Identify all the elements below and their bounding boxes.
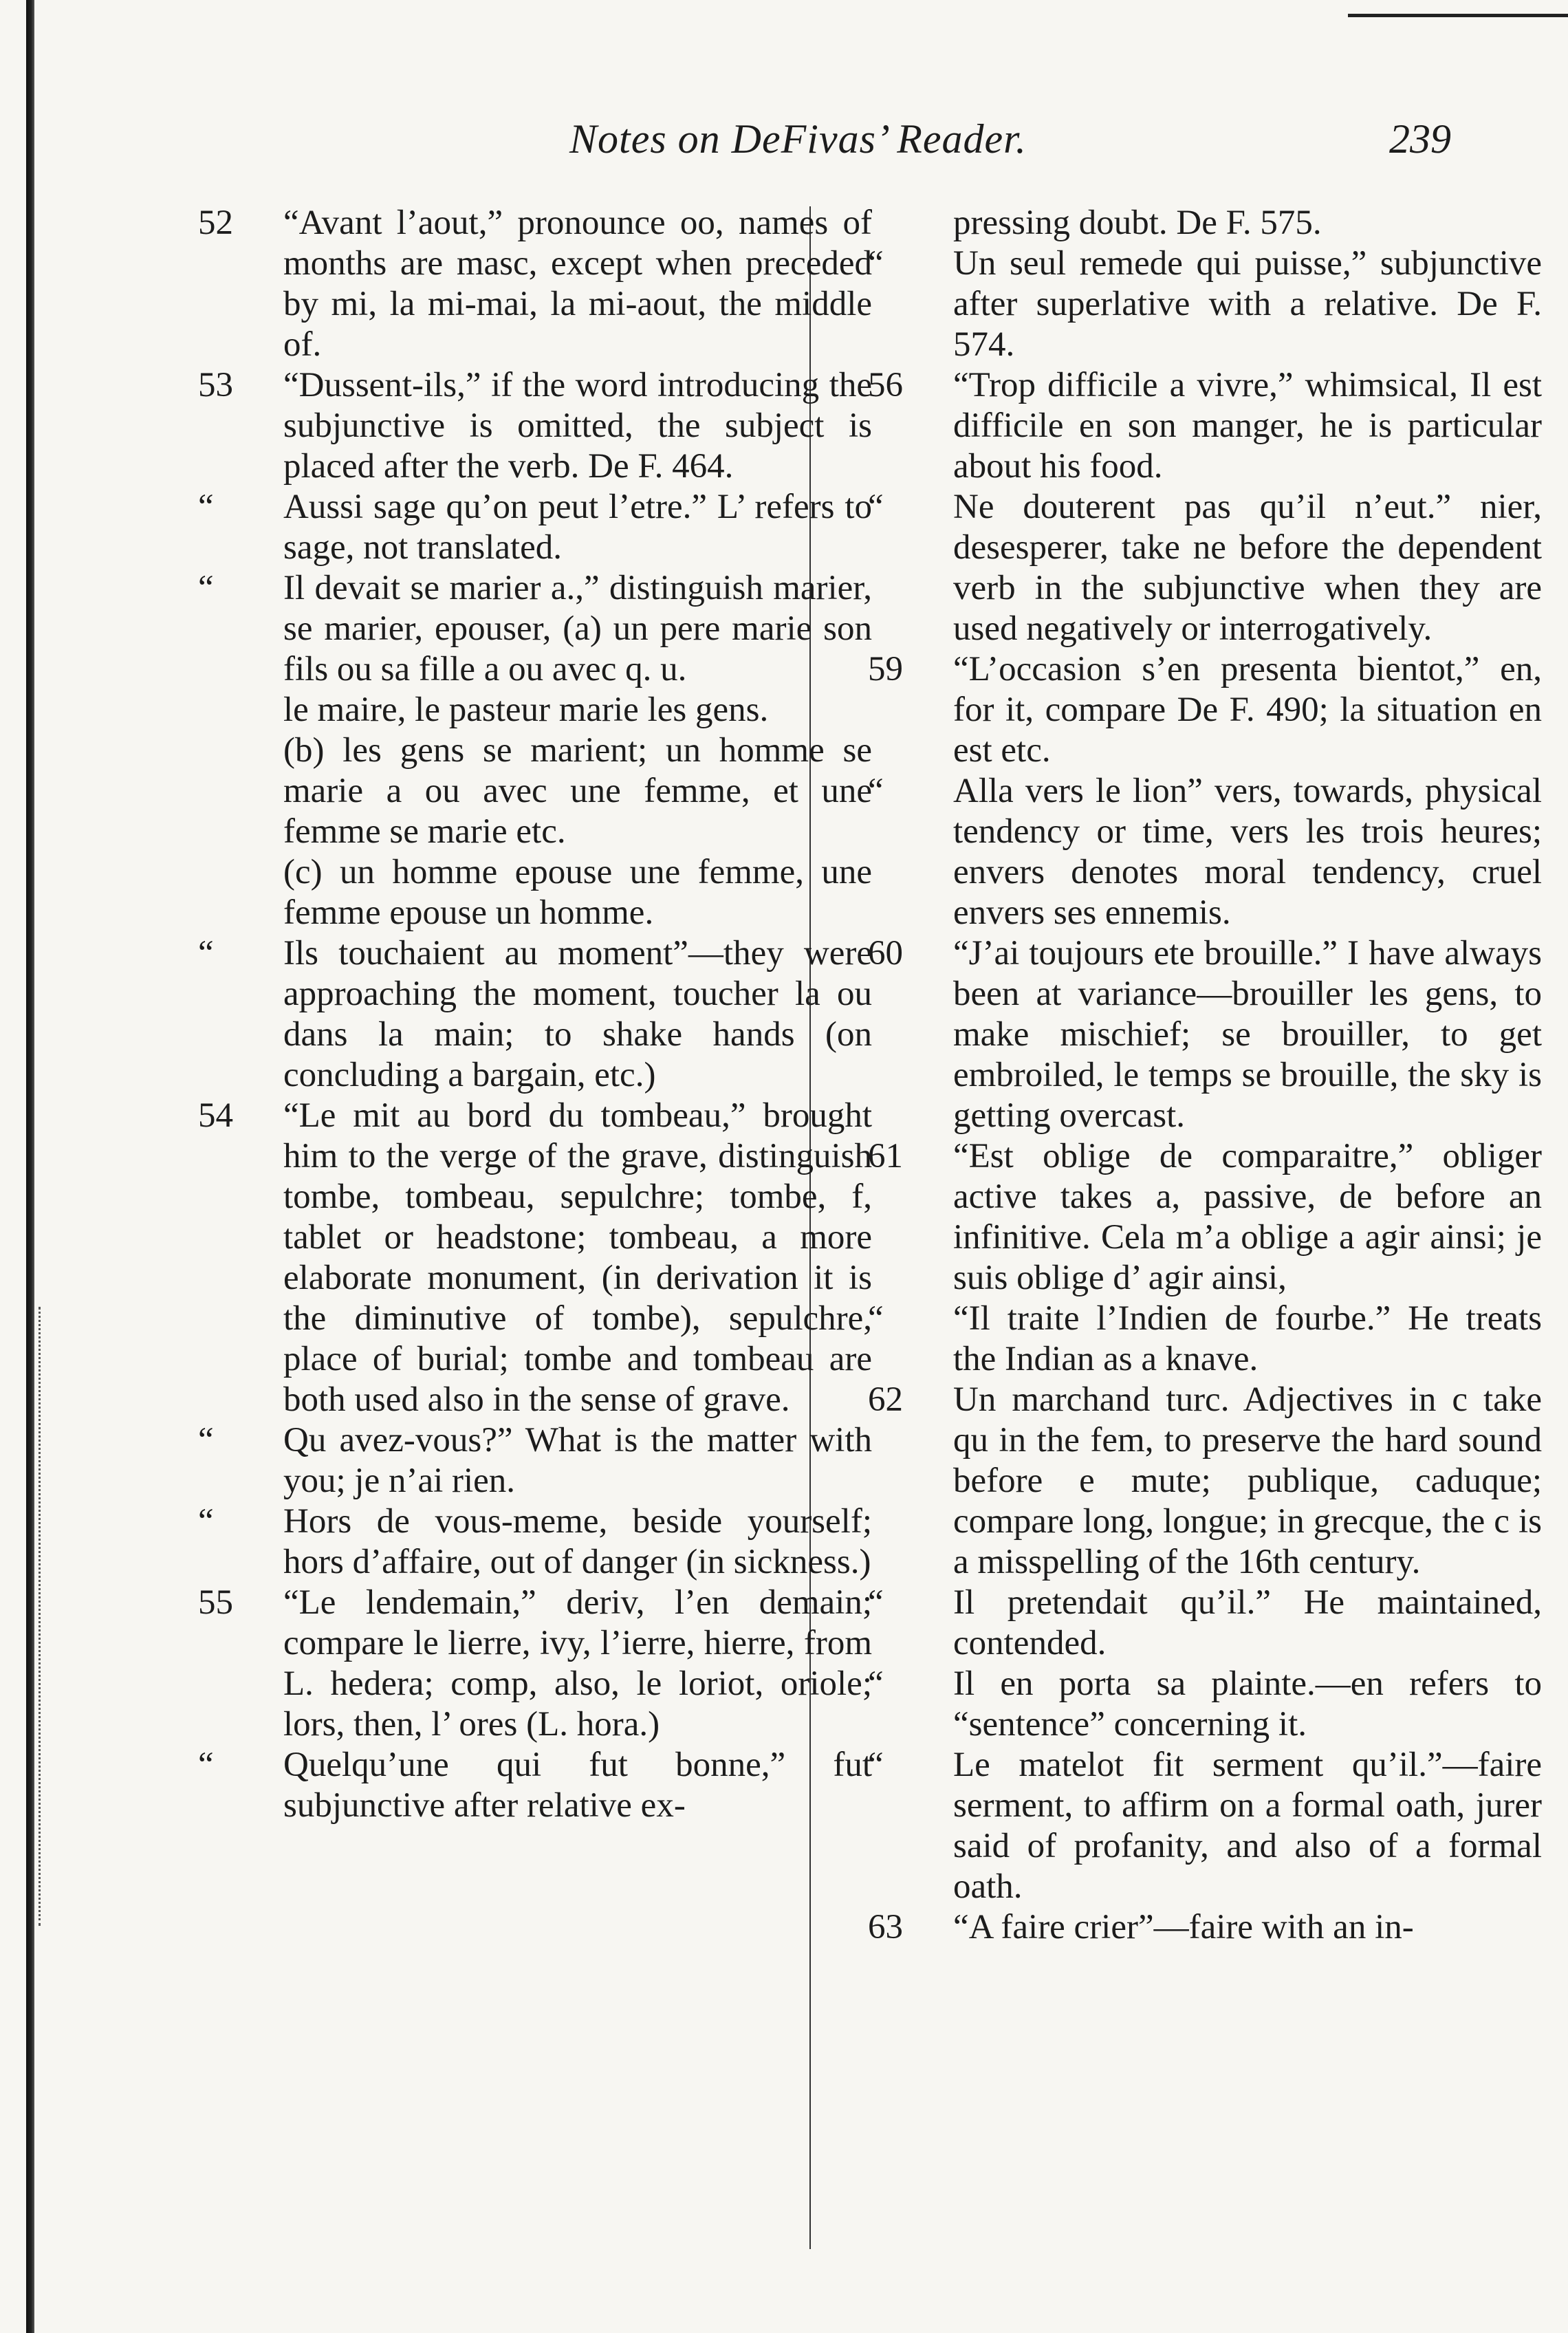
note-entry bbox=[868, 1664, 1542, 1745]
note-text: “Il traite l’Indien de fourbe.” He treats the Indian as a knave. bbox=[953, 1299, 1542, 1378]
note-number: 63 bbox=[868, 1908, 903, 1946]
note-text: pressing doubt. De F. 575. bbox=[953, 204, 1322, 242]
note-text: Un marchand turc. Adjectives in c take qu in the fem, to preserve the hard sound before e mute; publique, caduque; compare long, longue; in grecque, the c is a misspelling of the 16th century. bbox=[953, 1380, 1542, 1581]
note-text: Aussi sage qu’on peut l’etre.” L’ refers to sage, not translated. bbox=[283, 488, 872, 567]
note-entry bbox=[198, 365, 872, 487]
note-number: 60 bbox=[868, 934, 903, 973]
note-entry bbox=[868, 1745, 1542, 1907]
note-number: 56 bbox=[868, 366, 903, 404]
page-header bbox=[0, 116, 1568, 177]
note-entry bbox=[868, 649, 1542, 771]
note-entry bbox=[198, 933, 872, 1096]
note-entry bbox=[868, 1136, 1542, 1299]
note-number: “ bbox=[868, 244, 884, 283]
note-text: “A faire crier”—faire with an in- bbox=[953, 1908, 1414, 1946]
note-text: “Le mit au bord du tombeau,” brought him to the verge of the grave, distinguish tombe, tombeau, sepulchre; tombe, f, tablet or headstone; tombeau, a more elaborate monument, (in derivation it is the diminutive of tombe), sepulchre, place of burial; tombe and tombeau are both used also in the sense of grave. bbox=[283, 1096, 872, 1419]
note-text: Ne douterent pas qu’il n’eut.” nier, desesperer, take ne before the dependent verb in the subjunctive when they are used negatively or interrogatively. bbox=[953, 488, 1542, 648]
note-text: Il devait se marier a.,” distinguish marier, se marier, epouser, (a) un pere marie son fils ou sa fille a ou avec q. u. bbox=[283, 569, 872, 688]
note-number: “ bbox=[198, 488, 214, 526]
left-column bbox=[198, 203, 872, 1826]
note-entry bbox=[868, 1380, 1542, 1583]
note-number: “ bbox=[198, 569, 214, 607]
page-number: 239 bbox=[1389, 116, 1451, 162]
note-number: 55 bbox=[198, 1583, 233, 1622]
note-number: “ bbox=[198, 1746, 214, 1784]
note-number: 62 bbox=[868, 1380, 903, 1419]
note-text: Le matelot fit serment qu’il.”—faire serment, to affirm on a formal oath, jurer said of profanity, and also of a formal oath. bbox=[953, 1746, 1542, 1906]
note-entry bbox=[198, 1420, 872, 1501]
note-text: Il pretendait qu’il.” He maintained, contended. bbox=[953, 1583, 1542, 1662]
note-text: le maire, le pasteur marie les gens. bbox=[283, 691, 769, 729]
note-entry bbox=[868, 365, 1542, 487]
note-entry bbox=[868, 1299, 1542, 1380]
note-entry bbox=[198, 203, 872, 365]
note-number: 59 bbox=[868, 650, 903, 688]
note-number: 61 bbox=[868, 1137, 903, 1175]
note-entry bbox=[868, 487, 1542, 649]
note-number: “ bbox=[868, 1583, 884, 1622]
note-number: “ bbox=[198, 1502, 214, 1541]
note-text: “Est oblige de comparaitre,” obliger active takes a, passive, de before an infinitive. Cela m’a oblige a agir ainsi; je suis oblige d’ agir ainsi, bbox=[953, 1137, 1542, 1297]
note-entry bbox=[868, 771, 1542, 933]
note-entry bbox=[868, 1583, 1542, 1664]
top-rule bbox=[1348, 14, 1568, 17]
note-entry bbox=[198, 852, 872, 933]
note-text: Ils touchaient au moment”—they were approaching the moment, toucher la ou dans la main; to shake hands (on concluding a bargain, etc.) bbox=[283, 934, 872, 1094]
note-text: Hors de vous-meme, beside yourself; hors d’affaire, out of danger (in sickness.) bbox=[283, 1502, 872, 1581]
running-title: Notes on DeFivas’ Reader. bbox=[569, 116, 1027, 162]
note-entry bbox=[198, 1583, 872, 1745]
note-entry bbox=[198, 1501, 872, 1583]
note-entry bbox=[198, 1745, 872, 1826]
note-text: (c) un homme epouse une femme, une femme epouse un homme. bbox=[283, 853, 872, 932]
note-number: “ bbox=[198, 934, 214, 973]
note-text: Quelqu’une qui fut bonne,” fut subjunctive after relative ex- bbox=[283, 1746, 872, 1825]
note-entry bbox=[198, 487, 872, 568]
note-number: “ bbox=[868, 1299, 884, 1338]
note-text: “J’ai toujours ete brouille.” I have always been at variance—brouiller les gens, to make mischief; se brouiller, to get embroiled, le temps se brouille, the sky is getting overcast. bbox=[953, 934, 1542, 1135]
note-entry bbox=[868, 933, 1542, 1136]
note-entry bbox=[198, 690, 872, 730]
note-text: Il en porta sa plainte.—en refers to “sentence” concerning it. bbox=[953, 1664, 1542, 1744]
note-entry bbox=[198, 568, 872, 690]
note-number: 52 bbox=[198, 204, 233, 242]
note-text: “Le lendemain,” deriv, l’en demain; compare le lierre, ivy, l’ierre, hierre, from L. hedera; comp, also, le loriot, oriole; lors, then, l’ ores (L. hora.) bbox=[283, 1583, 872, 1744]
note-number: 54 bbox=[198, 1096, 233, 1135]
note-text: Qu avez-vous?” What is the matter with you; je n’ai rien. bbox=[283, 1421, 872, 1500]
note-text: “Dussent-ils,” if the word introducing the subjunctive is omitted, the subject is placed after the verb. De F. 464. bbox=[283, 366, 872, 486]
note-entry bbox=[198, 730, 872, 852]
book-spine-shadow bbox=[26, 0, 34, 2333]
note-number: “ bbox=[868, 488, 884, 526]
note-text: “Trop difficile a vivre,” whimsical, Il est difficile en son manger, he is particular about his food. bbox=[953, 366, 1542, 486]
note-text: Alla vers le lion” vers, towards, physical tendency or time, vers les trois heures; envers denotes moral tendency, cruel envers ses ennemis. bbox=[953, 772, 1542, 932]
right-column bbox=[868, 203, 1542, 1948]
note-text: “Avant l’aout,” pronounce oo, names of months are masc, except when preceded by mi, la mi-mai, la mi-aout, the middle of. bbox=[283, 204, 872, 364]
note-number: 53 bbox=[198, 366, 233, 404]
note-number: “ bbox=[868, 1664, 884, 1703]
note-text: (b) les gens se marient; un homme se marie a ou avec une femme, et une femme se marie etc. bbox=[283, 731, 872, 851]
note-entry bbox=[868, 203, 1542, 243]
note-text: Un seul remede qui puisse,” subjunctive after superlative with a relative. De F. 574. bbox=[953, 244, 1542, 364]
note-entry bbox=[198, 1096, 872, 1420]
note-entry bbox=[868, 243, 1542, 365]
note-text: “L’occasion s’en presenta bientot,” en, for it, compare De F. 490; la situation en est etc. bbox=[953, 650, 1542, 770]
note-number: “ bbox=[868, 1746, 884, 1784]
note-number: “ bbox=[198, 1421, 214, 1460]
note-number: “ bbox=[868, 772, 884, 810]
gutter-marks bbox=[39, 1307, 43, 1926]
note-entry bbox=[868, 1907, 1542, 1948]
